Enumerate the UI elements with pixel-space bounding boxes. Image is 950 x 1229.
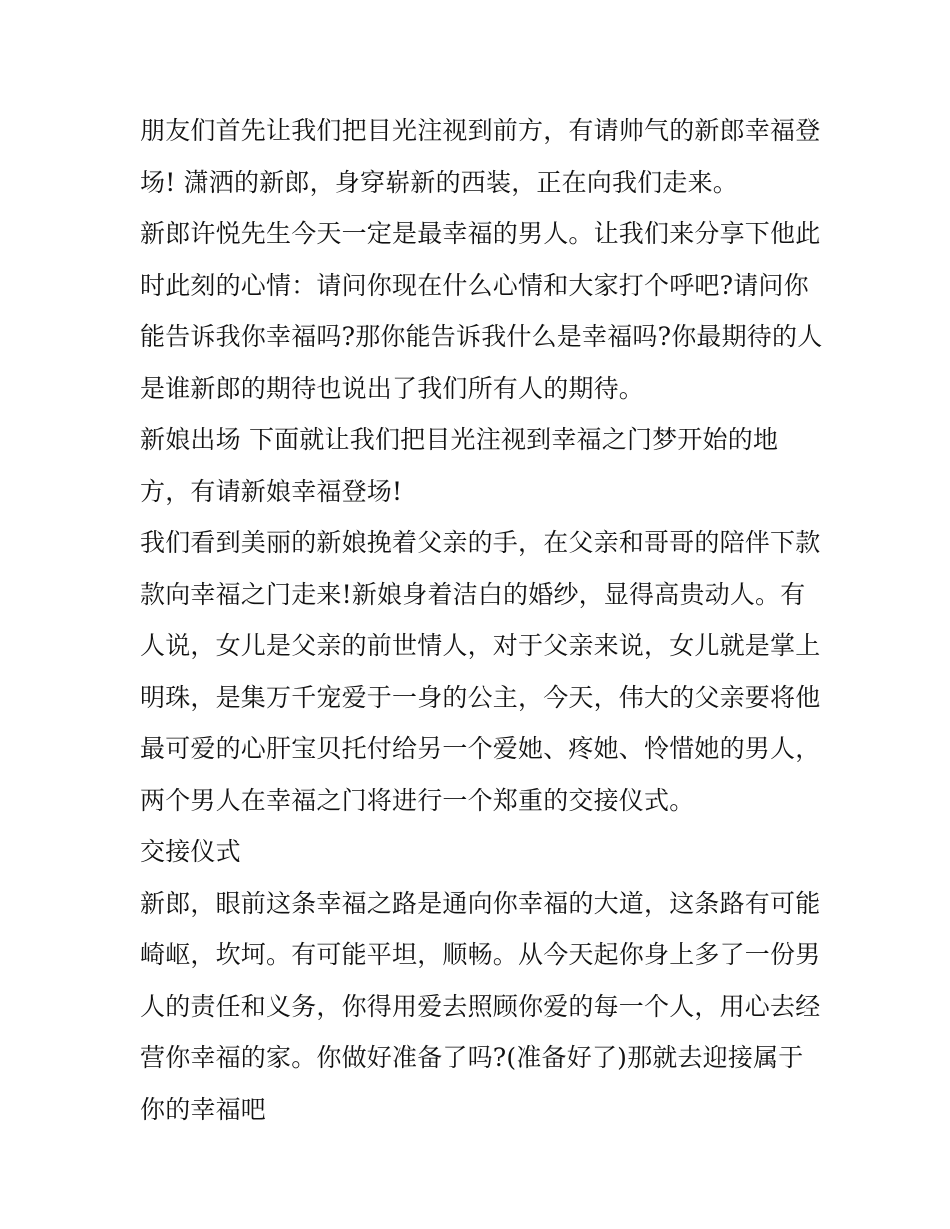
- text-line: 人的责任和义务，你得用爱去照顾你爱的每一个人，用心去经: [140, 991, 821, 1021]
- section-heading: 交接仪式: [140, 837, 241, 866]
- text-line: 人说，女儿是父亲的前世情人，对于父亲来说，女儿就是掌上: [140, 631, 821, 660]
- text-line: 款向幸福之门走来!新娘身着洁白的婚纱，显得高贵动人。有: [140, 579, 806, 609]
- text-line: 方，有请新娘幸福登场!: [140, 476, 403, 506]
- text-line: 营你幸福的家。你做好准备了吗?(准备好了)那就去迎接属于: [140, 1043, 804, 1072]
- text-line: 你的幸福吧: [140, 1094, 267, 1124]
- text-line: 能告诉我你幸福吗?那你能告诉我什么是幸福吗?你最期待的人: [140, 322, 823, 351]
- text-line: 新娘出场 下面就让我们把目光注视到幸福之门梦开始的地: [140, 425, 779, 454]
- text-line: 新郎许悦先生今天一定是最幸福的男人。让我们来分享下他此: [140, 219, 821, 248]
- text-line: 两个男人在幸福之门将进行一个郑重的交接仪式。: [140, 785, 695, 815]
- text-line: 我们看到美丽的新娘挽着父亲的手，在父亲和哥哥的陪伴下款: [140, 528, 821, 557]
- document-body: [140, 105, 823, 1135]
- text-line: 朋友们首先让我们把目光注视到前方，有请帅气的新郎幸福登: [140, 116, 821, 145]
- text-line: 时此刻的心情：请问你现在什么心情和大家打个呼吧?请问你: [140, 270, 809, 300]
- text-line: 崎岖，坎坷。有可能平坦，顺畅。从今天起你身上多了一份男: [140, 940, 821, 969]
- text-line: 最可爱的心肝宝贝托付给另一个爱她、疼她、怜惜她的男人，: [140, 734, 821, 763]
- text-line: 明珠，是集万千宠爱于一身的公主，今天，伟大的父亲要将他: [140, 682, 821, 712]
- text-line: 是谁新郎的期待也说出了我们所有人的期待。: [140, 373, 645, 403]
- text-line: 新郎，眼前这条幸福之路是通向你幸福的大道，这条路有可能: [140, 888, 821, 918]
- text-line: 场! 潇洒的新郎，身穿崭新的西装，正在向我们走来。: [140, 167, 738, 197]
